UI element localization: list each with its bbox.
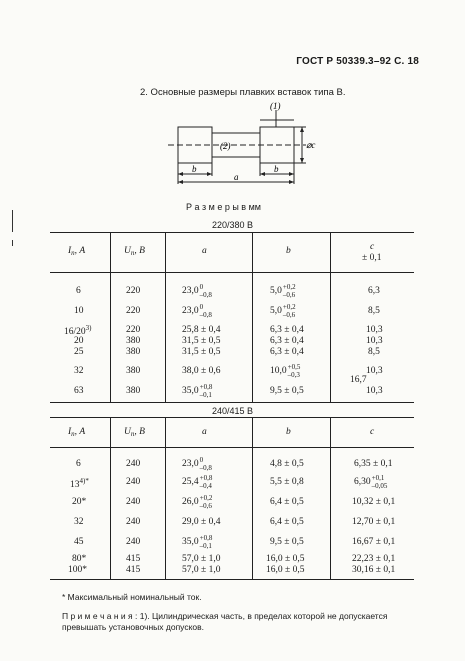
cell-i: 100* xyxy=(68,565,87,575)
cell-b: 5,0 +0,2 –0,6 xyxy=(270,283,296,299)
cell-c: 16,67 ± 0,1 xyxy=(352,537,396,547)
cell-c: 8,5 xyxy=(368,306,380,316)
cell-u: 415 xyxy=(126,565,141,575)
cell-a: 38,0 ± 0,6 xyxy=(182,366,221,376)
table-rule xyxy=(50,447,414,448)
table1-voltage: 220/380 В xyxy=(212,220,254,230)
cell-b: 6,3 ± 0,4 xyxy=(270,336,304,346)
cell-c-extra: 16,7 xyxy=(350,375,367,385)
cell-a: 29,0 ± 0,4 xyxy=(182,517,221,527)
cell-i: 32 xyxy=(74,366,84,376)
header-un: $U_n$, В xyxy=(124,427,145,438)
dim-a: a xyxy=(234,172,239,182)
header-c: c xyxy=(370,427,375,437)
cell-a: 57,0 ± 1,0 xyxy=(182,554,221,564)
cell-b: 10,0 +0,5 –0,3 xyxy=(270,363,301,379)
cell-c: 10,3 xyxy=(366,386,383,396)
cell-u: 380 xyxy=(126,366,141,376)
section-title: 2. Основные размеры плавких вставок типа В. xyxy=(140,87,346,98)
table-divider xyxy=(165,417,166,579)
cell-i: 10 xyxy=(74,306,84,316)
table-divider xyxy=(165,232,166,402)
cell-b: 6,3 ± 0,4 xyxy=(270,325,304,335)
cell-b: 4,8 ± 0,5 xyxy=(270,459,304,469)
cell-u: 220 xyxy=(126,325,141,335)
cell-b: 16,0 ± 0,5 xyxy=(266,554,305,564)
cell-u: 240 xyxy=(126,497,141,507)
cell-i: 45 xyxy=(74,537,84,547)
cell-b: 6,4 ± 0,5 xyxy=(270,497,304,507)
page-header: ГОСТ Р 50339.3–92 С. 18 xyxy=(296,56,419,67)
header-c: c xyxy=(370,242,375,252)
header-a: a xyxy=(202,427,207,437)
cell-u: 380 xyxy=(126,386,141,396)
cell-c: 6,30 +0,1 –0,05 xyxy=(354,474,388,490)
dim-b-left: b xyxy=(192,164,197,174)
dim-c: ⌀c xyxy=(306,140,316,150)
header-b: b xyxy=(286,427,291,437)
table-divider xyxy=(330,232,331,402)
cell-u: 220 xyxy=(126,306,141,316)
cell-a: 23,0 0 –0,8 xyxy=(182,456,212,472)
cell-c: 10,3 xyxy=(366,325,383,335)
cell-a: 25,4 +0,8 –0,4 xyxy=(182,474,213,490)
cell-a: 26,0 +0,2 –0,6 xyxy=(182,494,213,510)
header-in: $I_n$, А xyxy=(68,246,86,257)
cell-a: 57,0 ± 1,0 xyxy=(182,565,221,575)
cell-b: 5,0 +0,2 –0,6 xyxy=(270,303,296,319)
cell-a: 25,8 ± 0,4 xyxy=(182,325,221,335)
cell-i: $13^{4)*}$ xyxy=(70,477,89,490)
table-rule xyxy=(50,272,414,273)
cell-b: 9,5 ± 0,5 xyxy=(270,386,304,396)
sizes-caption: Р а з м е р ы в мм xyxy=(186,202,261,212)
cell-c: 8,5 xyxy=(368,347,380,357)
cell-c: 12,70 ± 0,1 xyxy=(352,517,396,527)
cell-b: 6,4 ± 0,5 xyxy=(270,517,304,527)
table-divider xyxy=(330,417,331,579)
header-a: a xyxy=(202,246,207,256)
cell-c: 6,3 xyxy=(368,286,380,296)
cell-b: 9,5 ± 0,5 xyxy=(270,537,304,547)
margin-mark xyxy=(12,210,13,232)
table-divider xyxy=(252,417,253,579)
table-rule xyxy=(50,402,414,403)
cell-c: 10,3 xyxy=(366,336,383,346)
cell-b: 5,5 ± 0,8 xyxy=(270,477,304,487)
cell-a: 23,0 0 –0,8 xyxy=(182,283,212,299)
cell-u: 240 xyxy=(126,517,141,527)
cell-i: 32 xyxy=(74,517,84,527)
cell-b: 16,0 ± 0,5 xyxy=(266,565,305,575)
fuse-link-drawing xyxy=(160,100,320,190)
cell-c: 10,3 xyxy=(366,366,383,376)
table-rule xyxy=(50,417,414,418)
margin-mark xyxy=(12,240,13,246)
table2-voltage: 240/415 В xyxy=(212,406,254,416)
cell-u: 240 xyxy=(126,477,141,487)
cell-a: 23,0 0 –0,8 xyxy=(182,303,212,319)
cell-a: 35,0 +0,8 –0,1 xyxy=(182,534,213,550)
cell-c: 10,32 ± 0,1 xyxy=(352,497,396,507)
cell-i: 20* xyxy=(72,497,87,507)
cell-i: 6 xyxy=(76,459,81,469)
cell-u: 240 xyxy=(126,537,141,547)
cell-u: 220 xyxy=(126,286,141,296)
table-rule xyxy=(50,232,414,233)
table-240-415 xyxy=(50,417,414,579)
cell-i: 20 xyxy=(74,336,84,346)
cell-u: 380 xyxy=(126,336,141,346)
cell-u: 415 xyxy=(126,554,141,564)
table-divider xyxy=(252,232,253,402)
cell-b: 6,3 ± 0,4 xyxy=(270,347,304,357)
cell-i: 80* xyxy=(72,554,87,564)
header-un: $U_n$, В xyxy=(124,246,145,257)
cell-i: 63 xyxy=(74,386,84,396)
table-220-380 xyxy=(50,232,414,402)
table-divider xyxy=(110,417,111,579)
table-rule xyxy=(50,579,414,580)
note-label: П р и м е ч а н и я : xyxy=(62,611,138,621)
dim-b-right: b xyxy=(274,164,279,174)
cell-u: 240 xyxy=(126,459,141,469)
callout-1: (1) xyxy=(270,101,281,111)
note xyxy=(62,611,422,633)
cell-a: 31,5 ± 0,5 xyxy=(182,336,221,346)
cell-i: 25 xyxy=(74,347,84,357)
cell-c: 6,35 ± 0,1 xyxy=(354,459,393,469)
table-divider xyxy=(110,232,111,402)
callout-2: (2) xyxy=(220,141,231,151)
header-in: $I_n$, А xyxy=(68,427,86,438)
cell-u: 380 xyxy=(126,347,141,357)
cell-c: 22,23 ± 0,1 xyxy=(352,554,396,564)
cell-i: 6 xyxy=(76,286,81,296)
note-text: 1). Цилиндрическая часть, в пределах которой не допускается превышать установочных допусков. xyxy=(62,611,388,632)
footnote-max-current: * Максимальный номинальный ток. xyxy=(62,592,202,602)
header-b: b xyxy=(286,246,291,256)
cell-c: 30,16 ± 0,1 xyxy=(352,565,396,575)
cell-a: 31,5 ± 0,5 xyxy=(182,347,221,357)
cell-a: 35,0 +0,8 –0,1 xyxy=(182,383,213,399)
header-c-tol: ± 0,1 xyxy=(362,253,382,263)
cell-i: 16/20$^{3)}$ xyxy=(64,324,92,337)
